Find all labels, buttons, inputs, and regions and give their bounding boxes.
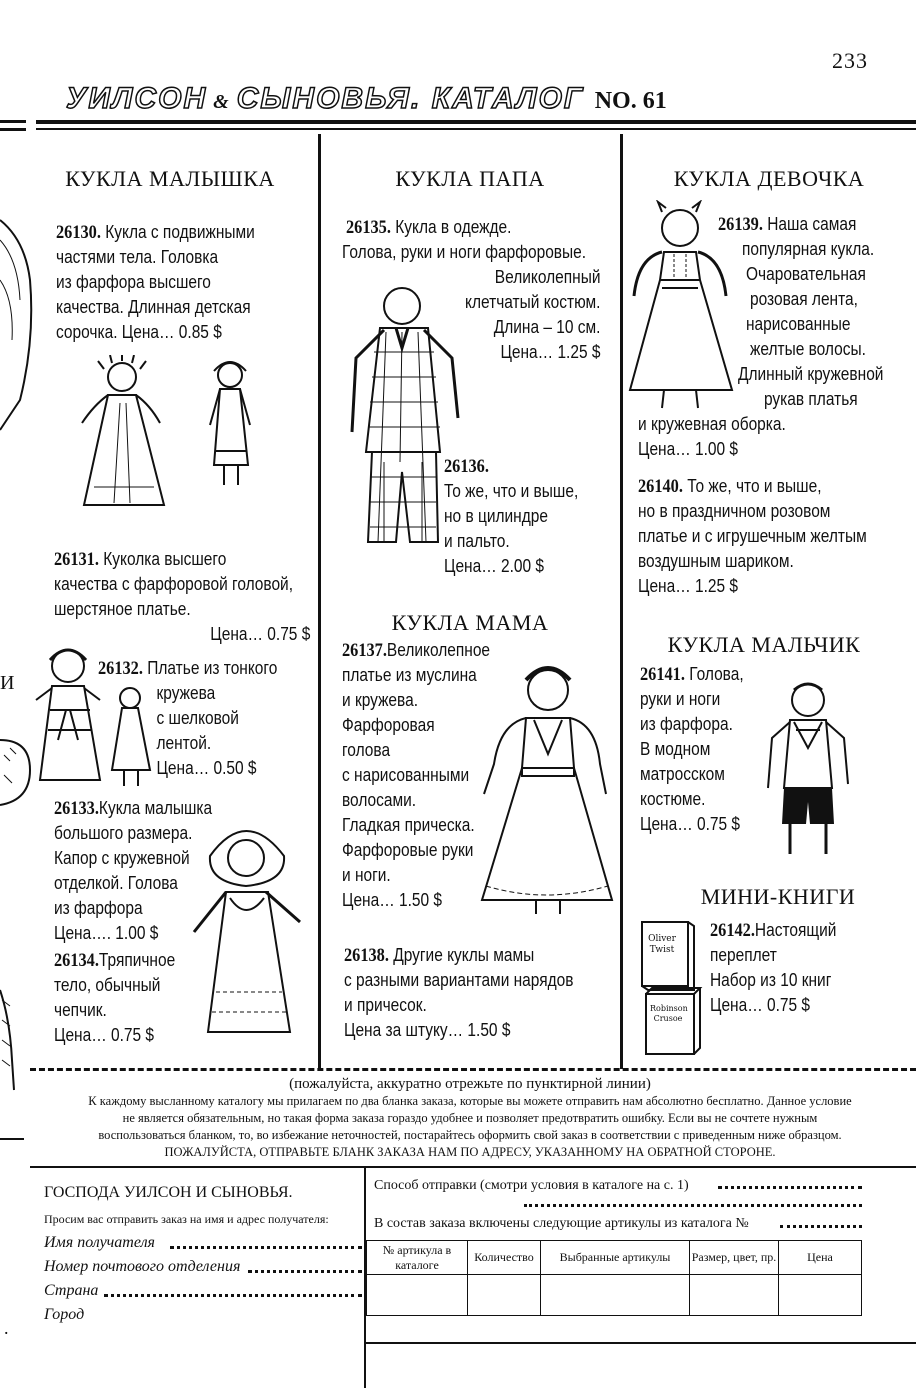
- baby-doll-illustration: [64, 355, 274, 525]
- item-26139-line6: желтые волосы.: [750, 339, 866, 359]
- item-26140: 26140. То же, что и выше, но в праздничном розовом платье и с игрушечным желтым воздушным шариком. Цена… 1.25 $: [638, 476, 867, 596]
- column-divider-2: [620, 134, 623, 1069]
- item-26132-number: 26132.: [98, 658, 143, 679]
- heading-baby-doll: КУКЛА МАЛЫШКА: [65, 166, 275, 191]
- title-ampersand: &: [213, 91, 231, 113]
- heading-boy-doll: КУКЛА МАЛЬЧИК: [667, 632, 861, 657]
- item-26138: 26138. Другие куклы мамы с разными вариантами нарядов и причесок. Цена за штуку… 1.50 $: [344, 945, 574, 1040]
- form-addressee: ГОСПОДА УИЛСОН И СЫНОВЬЯ.: [44, 1184, 293, 1201]
- item-26134: 26134.Тряпичное тело, обычный чепчик. Цена… 0.75 $: [54, 950, 176, 1045]
- col-price: Цена: [779, 1241, 862, 1275]
- bonnet-doll-illustration: [190, 812, 310, 1044]
- cell-selected-articles[interactable]: [541, 1275, 690, 1316]
- col-selected-articles: Выбранные артикулы: [541, 1241, 690, 1275]
- item-26139-line2: популярная кукла.: [742, 239, 875, 259]
- item-26139-line5: нарисованные: [746, 314, 851, 334]
- margin-dot: .: [4, 1318, 9, 1338]
- item-26139-line4: розовая лента,: [750, 289, 858, 309]
- boy-doll-illustration: [764, 678, 854, 868]
- cell-quantity[interactable]: [468, 1275, 541, 1316]
- item-26136-number: 26136.: [444, 456, 489, 477]
- column-divider-1: [318, 134, 321, 1069]
- title-part-a: УИЛСОН: [66, 82, 208, 115]
- item-26139-line8: рукав платья: [764, 389, 858, 409]
- item-26135: 26135. Кукла в одежде.: [346, 217, 512, 238]
- title-part-b: СЫНОВЬЯ. КАТАЛОГ: [236, 82, 585, 115]
- item-26142-number: 26142.: [710, 920, 755, 941]
- heading-mama-doll: КУКЛА МАМА: [391, 610, 549, 635]
- item-26139-line9: и кружевная оборка. Цена… 1.00 $: [638, 414, 786, 459]
- cell-article-number[interactable]: [367, 1275, 468, 1316]
- order-items-table: [366, 1240, 862, 1316]
- item-26136: 26136. То же, что и выше, но в цилиндре и пальто. Цена… 2.00 $: [444, 456, 579, 576]
- recipient-name-field[interactable]: Имя получателя: [44, 1234, 362, 1256]
- post-office-number-field[interactable]: Номер почтового отделения: [44, 1258, 362, 1280]
- item-26139-number: 26139.: [718, 214, 763, 235]
- item-26137: 26137.Великолепное платье из муслина и кружева. Фарфоровая голова с нарисованными волосами. Гладкая прическа. Фарфоровые руки и ноги. Цена… 1.50 $: [342, 640, 491, 910]
- col-quantity: Количество: [468, 1241, 541, 1275]
- item-26139-line3: Очаровательная: [746, 264, 866, 284]
- catalog-number-field[interactable]: В состав заказа включены следующие артикулы из каталога №: [374, 1214, 862, 1236]
- form-request: Просим вас отправить заказ на имя и адрес получателя:: [44, 1212, 329, 1226]
- order-notice: (пожалуйста, аккуратно отрежьте по пунктирной линии) К каждому высланному каталогу мы прилагаем по два бланка заказа, которые вы можете отправить нам абсолютно бесплатно. Данное условие не является обязательным, но такая форма заказа гораздо удобнее и позволяет предотвратить ошибку. Если вы не сочтете нужным воспользоваться бланком, то, во избежание неточностей, постарайтесь оформить свой заказ в соответствии с приведенным ниже образцом. ПОЖАЛУЙСТА, ОТПРАВЬТЕ БЛАНК ЗАКАЗА НАМ ПО АДРЕСУ, УКАЗАННОМУ НА ОБРАТНОЙ СТОРОНЕ.: [40, 1076, 900, 1161]
- item-26139-line7: Длинный кружевной: [738, 364, 884, 384]
- header-rule-thick: [36, 120, 916, 124]
- cell-price[interactable]: [779, 1275, 862, 1316]
- item-26133: 26133.Кукла малышка большого размера. Капор с кружевной отделкой. Голова из фарфора Цена…. 1.00 $: [54, 798, 213, 943]
- book-robinson-crusoe-cover: Robinson Crusoe: [650, 1004, 688, 1023]
- left-rule-2: [0, 128, 26, 131]
- item-26134-number: 26134.: [54, 950, 99, 971]
- item-26135-details: Великолепный клетчатый костюм. Длина – 10 см. Цена… 1.25 $: [464, 267, 600, 362]
- margin-mark: И: [0, 672, 15, 694]
- left-rule-1: [0, 120, 26, 123]
- item-26142: 26142.Настоящий переплет Набор из 10 книг Цена… 0.75 $: [710, 920, 837, 1015]
- book-oliver-twist-cover: Oliver Twist: [648, 934, 676, 955]
- heading-girl-doll: КУКЛА ДЕВОЧКА: [673, 166, 865, 191]
- city-field[interactable]: Город: [44, 1306, 85, 1323]
- item-26130-number: 26130.: [56, 222, 101, 243]
- cut-line: [30, 1068, 916, 1071]
- item-26131-number: 26131.: [54, 549, 99, 570]
- item-26131: 26131. Куколка высшего качества с фарфоровой головой, шерстяное платье.: [54, 549, 294, 619]
- item-26138-number: 26138.: [344, 945, 389, 966]
- cell-size-color[interactable]: [690, 1275, 779, 1316]
- catalog-title: [66, 82, 667, 116]
- item-26131-price: Цена… 0.75 $: [209, 624, 310, 644]
- item-26135-number: 26135.: [346, 217, 391, 238]
- left-form-rule: [0, 1138, 24, 1140]
- col-size-color: Размер, цвет, пр.: [690, 1241, 779, 1275]
- header-rule-thin: [36, 128, 916, 130]
- item-26135-line2: Голова, руки и ноги фарфоровые.: [342, 242, 587, 262]
- heading-mini-books: МИНИ-КНИГИ: [700, 884, 856, 909]
- item-26140-number: 26140.: [638, 476, 683, 497]
- mama-doll-illustration: [476, 664, 616, 920]
- item-26130: 26130. Кукла с подвижными частями тела. Головка из фарфора высшего качества. Длинная детская сорочка. Цена… 0.85 $: [56, 222, 255, 342]
- catalog-number: NO. 61: [594, 88, 667, 114]
- form-top-rule: [30, 1166, 916, 1168]
- item-26132: 26132. Платье из тонкого кружева с шелковой лентой. Цена… 0.50 $: [98, 658, 278, 778]
- item-26141-number: 26141.: [640, 664, 685, 685]
- page-number: 233: [832, 48, 868, 73]
- country-field[interactable]: Страна: [44, 1282, 362, 1304]
- form-bottom-rule: [366, 1342, 916, 1344]
- item-26137-number: 26137.: [342, 640, 387, 661]
- heading-papa-doll: КУКЛА ПАПА: [395, 166, 545, 191]
- col-article-number: № артикула в каталоге: [367, 1241, 468, 1275]
- item-26141: 26141. Голова, руки и ноги из фарфора. В модном матросском костюме. Цена… 0.75 $: [640, 664, 744, 834]
- cut-instruction: (пожалуйста, аккуратно отрежьте по пунктирной линии): [289, 1076, 651, 1092]
- item-26139: 26139. Наша самая: [718, 214, 857, 235]
- shipping-method-field[interactable]: Способ отправки (смотри условия в каталоге на с. 1): [374, 1176, 862, 1216]
- item-26133-number: 26133.: [54, 798, 99, 819]
